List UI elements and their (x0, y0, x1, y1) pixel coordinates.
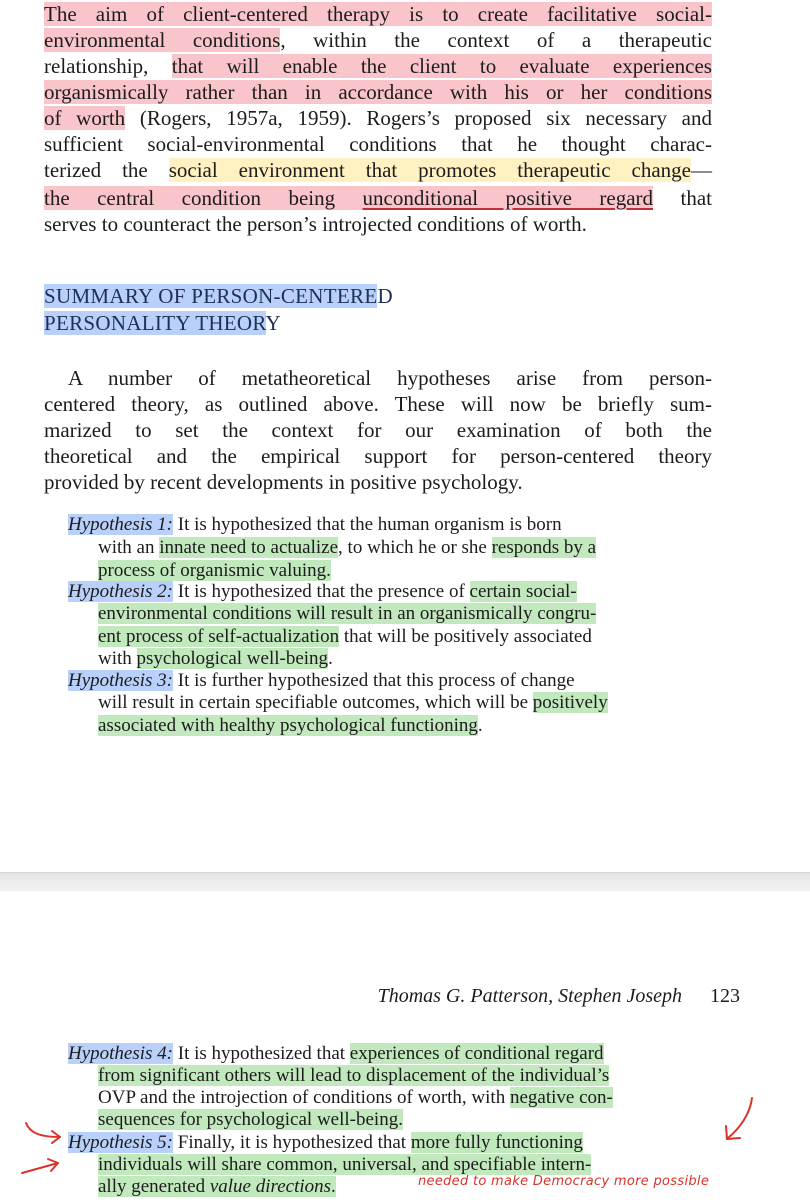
hypothesis-4-line-4: sequences for psychological well-being. (98, 1109, 403, 1130)
hypothesis-1-line-1: Hypothesis 1: It is hypothesized that the human organism is born (68, 514, 562, 535)
hypothesis-4-line-1: Hypothesis 4: It is hypothesized that experiences of conditional regard (68, 1043, 604, 1064)
section-heading-line-1: SUMMARY OF PERSON-CENTERED (44, 284, 393, 308)
section-heading-line-2: PERSONALITY THEORY (44, 311, 281, 335)
hypothesis-4-line-2: from significant others will lead to displacement of the individual’s (98, 1065, 610, 1086)
hypothesis-2-line-4: with psychological well-being. (98, 648, 333, 669)
handwritten-note: needed to make Democracy more possible (418, 1174, 710, 1189)
p2-line-4: theoretical and the empirical support for person-centered theory (44, 444, 712, 468)
hypothesis-5-line-3: ally generated value directions. (98, 1176, 336, 1197)
hypothesis-5-line-2: individuals will share common, universal, and specifiable intern- (98, 1154, 592, 1175)
p1-line-1: The aim of client-centered therapy is to create facilitative social- (44, 2, 712, 26)
book-page-lower (0, 891, 810, 1200)
p1-line-9: serves to counteract the person’s introjected conditions of worth. (44, 212, 587, 236)
p1-line-4: organismically rather than in accordance with his or her conditions (44, 80, 712, 104)
hypothesis-5-line-1: Hypothesis 5: Finally, it is hypothesized that more fully functioning (68, 1132, 583, 1153)
hypothesis-1-line-3: process of organismic valuing. (98, 560, 331, 581)
page-separator (0, 872, 810, 892)
running-header-authors: Thomas G. Patterson, Stephen Joseph (377, 985, 682, 1007)
p1-line-2: environmental conditions, within the context of a therapeutic (44, 28, 712, 52)
p2-line-1: A number of metatheoretical hypotheses arise from person- (68, 366, 712, 390)
hypothesis-2-line-2: environmental conditions will result in an organismically congru- (98, 603, 597, 624)
p1-line-8: the central condition being unconditional positive regard that (44, 186, 712, 210)
left-arrow-2-icon (18, 1153, 64, 1183)
p2-line-5: provided by recent developments in positive psychology. (44, 470, 523, 494)
hypothesis-2-line-3: ent process of self-actualization that will be positively associated (98, 626, 592, 647)
right-arrow-icon (720, 1094, 760, 1146)
hypothesis-3-line-3: associated with healthy psychological functioning. (98, 715, 483, 736)
left-arrow-icon (20, 1119, 66, 1149)
hypothesis-4-line-3: OVP and the introjection of conditions of worth, with negative con- (98, 1087, 613, 1108)
p1-line-7: terized the social environment that promotes therapeutic change— (44, 158, 712, 182)
p1-line-5: of worth (Rogers, 1957a, 1959). Rogers’s proposed six necessary and (44, 106, 712, 130)
p2-line-3: marized to set the context for our examination of both the (44, 418, 712, 442)
page-number: 123 (710, 985, 740, 1007)
p1-line-3: relationship, that will enable the client to evaluate experiences (44, 54, 712, 78)
p2-line-2: centered theory, as outlined above. These will now be briefly sum- (44, 392, 712, 416)
p1-line-6: sufficient social-environmental conditions that he thought charac- (44, 132, 712, 156)
hypothesis-1-line-2: with an innate need to actualize, to which he or she responds by a (98, 537, 597, 558)
hypothesis-2-line-1: Hypothesis 2: It is hypothesized that the presence of certain social- (68, 581, 577, 602)
hypothesis-3-line-2: will result in certain specifiable outcomes, which will be positively (98, 692, 608, 713)
hypothesis-3-line-1: Hypothesis 3: It is further hypothesized that this process of change (68, 670, 575, 691)
